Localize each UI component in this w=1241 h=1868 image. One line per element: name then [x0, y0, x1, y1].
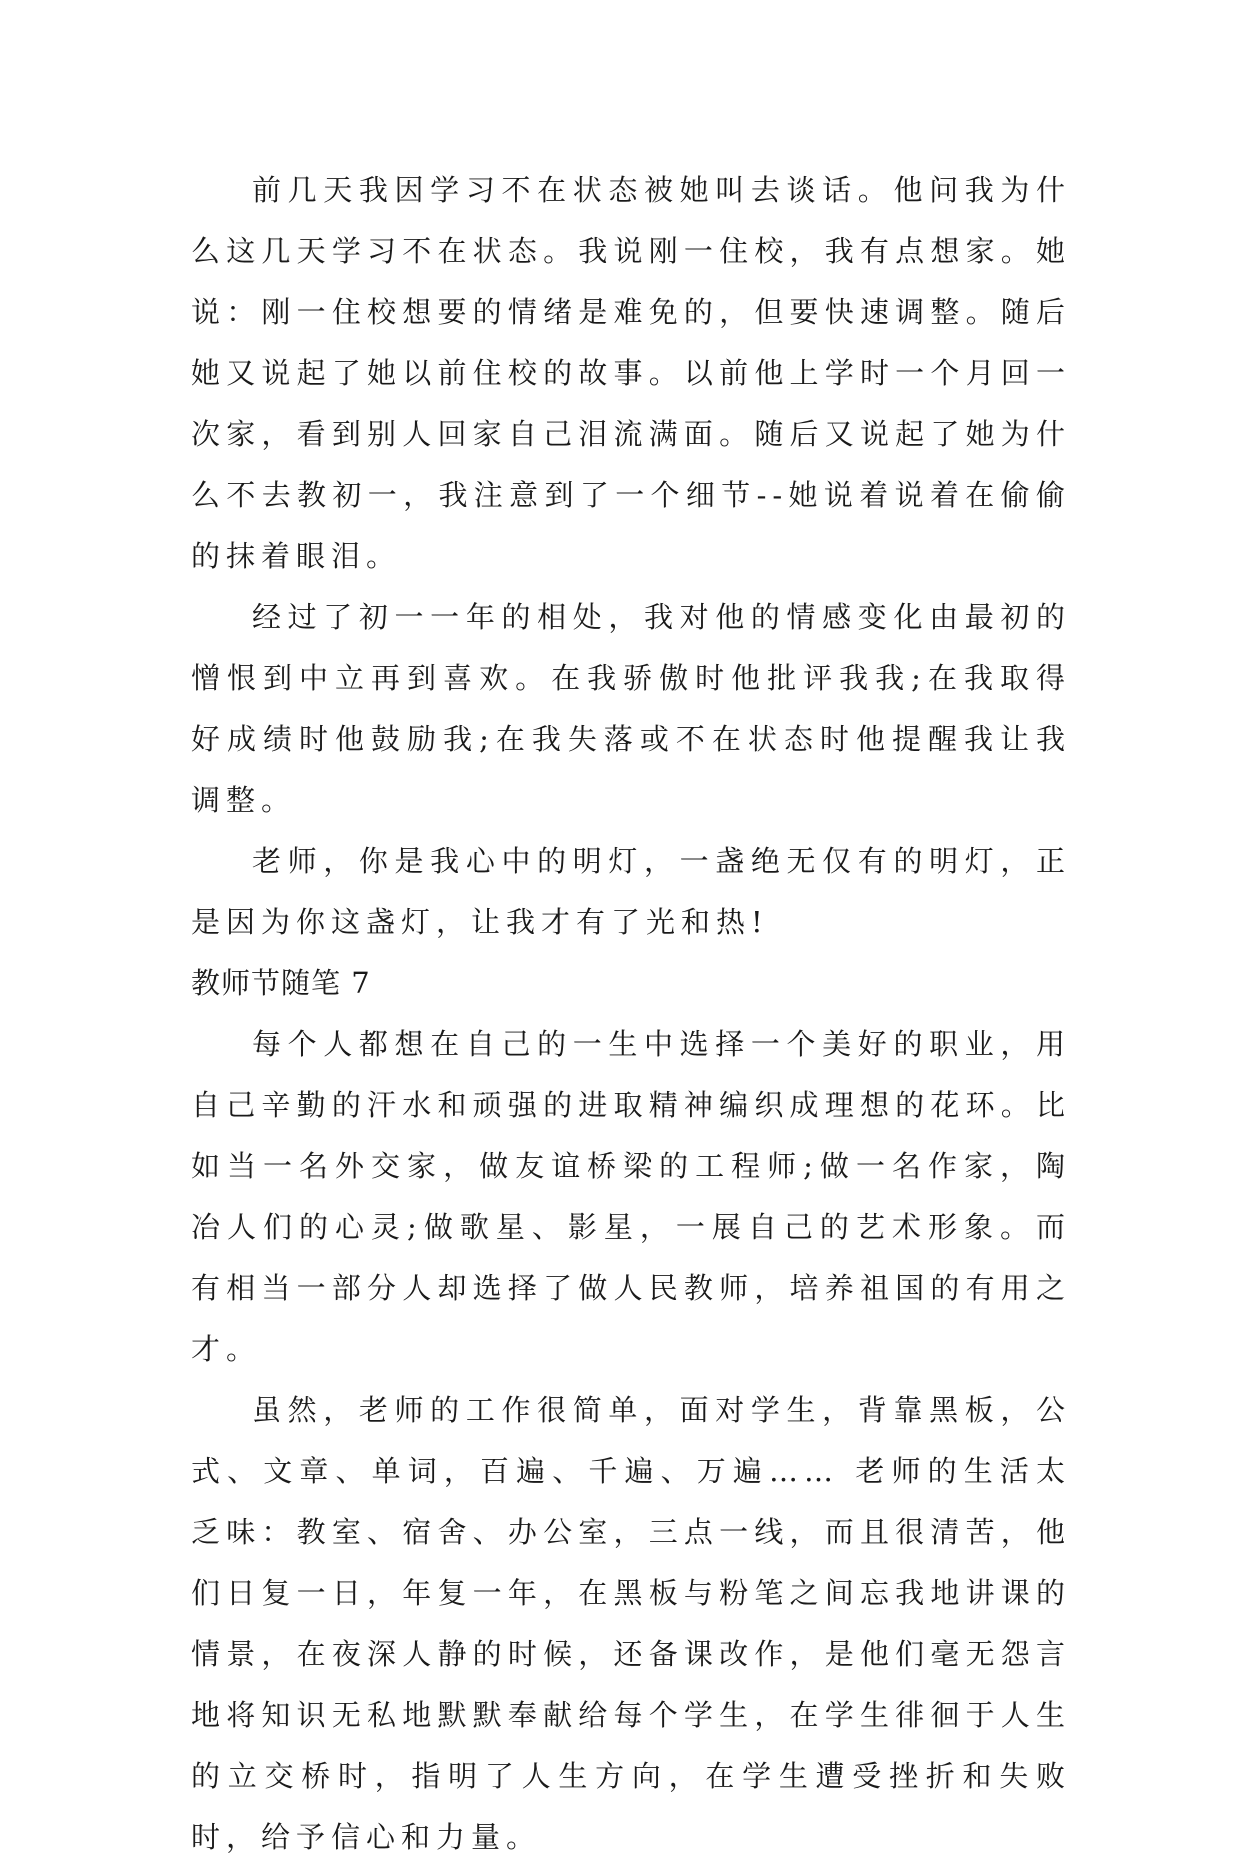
document-body [191, 160, 1071, 1868]
paragraph-feelings: 经过了初一一年的相处，我对他的情感变化由最初的憎恨到中立再到喜欢。在我骄傲时他批评我我;在我取得好成绩时他鼓励我;在我失落或不在状态时他提醒我让我调整。 [191, 600, 1071, 817]
paragraph-talk: 前几天我因学习不在状态被她叫去谈话。他问我为什么这几天学习不在状态。我说刚一住校，我有点想家。她说：刚一住校想要的情绪是难免的，但要快速调整。随后她又说起了她以前住校的故事。以前他上学时一个月回一次家，看到别人回家自己泪流满面。随后又说起了她为什么不去教初一，我注意到了一个细节--她说着说着在偷偷的抹着眼泪。 [191, 173, 1071, 573]
section-title: 教师节随笔 7 [191, 966, 371, 1000]
paragraph-teacher-work: 虽然，老师的工作很简单，面对学生，背靠黑板，公式、文章、单词，百遍、千遍、万遍…… 老师的生活太乏味：教室、宿舍、办公室，三点一线，而且很清苦，他们日复一日，年复一年，在黑板与粉笔之间忘我地讲课的情景，在夜深人静的时候，还备课改作，是他们毫无怨言地将知识无私地默默奉献给每个学生，在学生徘徊于人生的立交桥时，指明了人生方向，在学生遭受挫折和失败时，给予信心和力量。 [191, 1393, 1071, 1854]
paragraph-lamp: 老师，你是我心中的明灯，一盏绝无仅有的明灯，正是因为你这盏灯，让我才有了光和热! [191, 844, 1071, 939]
paragraph-career: 每个人都想在自己的一生中选择一个美好的职业，用自己辛勤的汗水和顽强的进取精神编织成理想的花环。比如当一名外交家，做友谊桥梁的工程师;做一名作家，陶冶人们的心灵;做歌星、影星，一展自己的艺术形象。而有相当一部分人却选择了做人民教师，培养祖国的有用之才。 [191, 1027, 1071, 1366]
